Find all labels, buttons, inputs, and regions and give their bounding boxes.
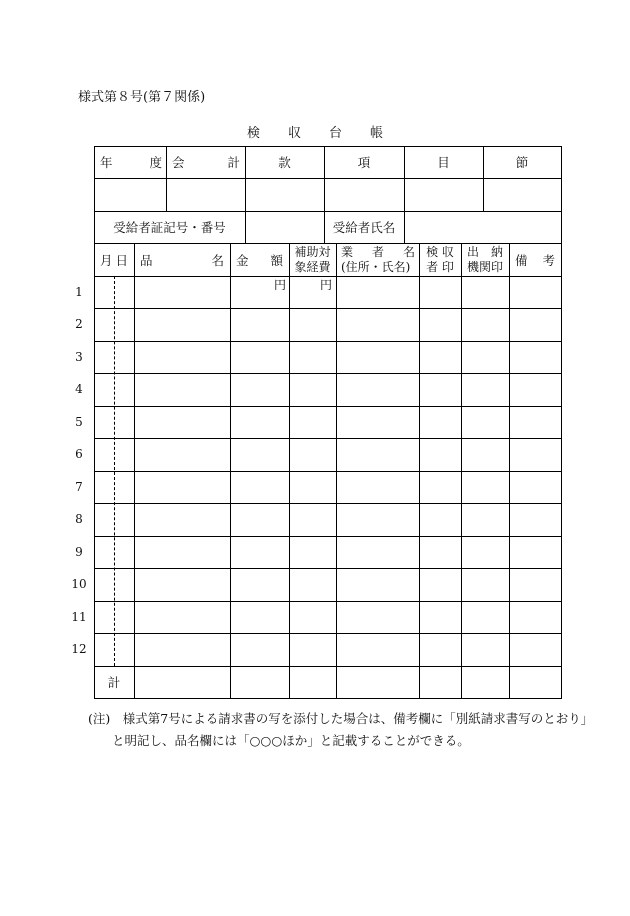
page-title: 検収台帳 — [246, 126, 411, 141]
kan-header: 款 — [278, 155, 291, 170]
setsu-header: 節 — [515, 155, 529, 170]
total-label: 計 — [107, 675, 121, 690]
item-label: 品 — [140, 252, 153, 268]
row-number: 8 — [75, 512, 83, 526]
row-number: 7 — [75, 480, 83, 494]
remarks-label: 備 — [515, 252, 528, 268]
year-label: 年 — [100, 155, 113, 170]
footnote-line-2: と明記し、品名欄には「○○○ほか」と記載することができる。 — [112, 733, 470, 748]
footnote — [88, 708, 593, 752]
year-label-end: 度 — [149, 155, 162, 170]
row-number: 3 — [75, 350, 83, 364]
row-number: 11 — [71, 610, 87, 624]
kou-header: 項 — [357, 155, 371, 170]
month-label: 月 — [100, 252, 113, 268]
inspector-label-1: 検 収 — [426, 245, 454, 259]
row-number: 9 — [75, 545, 83, 559]
payout-label-1: 出 納 — [466, 245, 503, 259]
row-number: 2 — [75, 317, 83, 331]
payout-label-2: 機関印 — [466, 259, 503, 274]
vendor-label-2: 者 — [371, 245, 384, 259]
vendor-label-3: 名 — [402, 245, 415, 259]
row-number: 1 — [75, 285, 83, 299]
subsidy-label-2: 象経費 — [294, 259, 331, 274]
vendor-label-1: 業 — [341, 245, 354, 259]
amount-label-end: 額 — [270, 252, 283, 268]
account-label: 会 — [172, 155, 185, 170]
remarks-label-end: 考 — [542, 252, 555, 268]
row-number: 10 — [71, 577, 87, 591]
amount-label: 金 — [236, 252, 249, 268]
footnote-line-1: (注) 様式第7号による請求書の写を添付した場合は、備考欄に「別紙請求書写のとおり」 — [88, 711, 594, 726]
subsidy-label-1: 補助対 — [294, 245, 331, 259]
account-label-end: 計 — [227, 155, 240, 170]
inspector-label-2: 者 印 — [426, 259, 454, 274]
yen-unit-amount: 円 — [273, 278, 286, 292]
recipient-name-label: 受給者氏名 — [332, 220, 396, 235]
row-number: 5 — [75, 415, 83, 429]
vendor-sublabel: (住所・氏名) — [341, 259, 411, 274]
item-label-end: 名 — [211, 252, 224, 268]
day-label: 日 — [115, 252, 128, 268]
row-number: 6 — [75, 447, 83, 461]
form-id: 様式第８号(第７関係) — [78, 90, 206, 105]
recipient-id-label: 受給者証記号・番号 — [113, 220, 226, 235]
yen-unit-subsidy: 円 — [319, 278, 332, 292]
row-number: 4 — [75, 382, 83, 396]
row-number: 12 — [71, 642, 87, 656]
moku-header: 目 — [437, 155, 450, 170]
